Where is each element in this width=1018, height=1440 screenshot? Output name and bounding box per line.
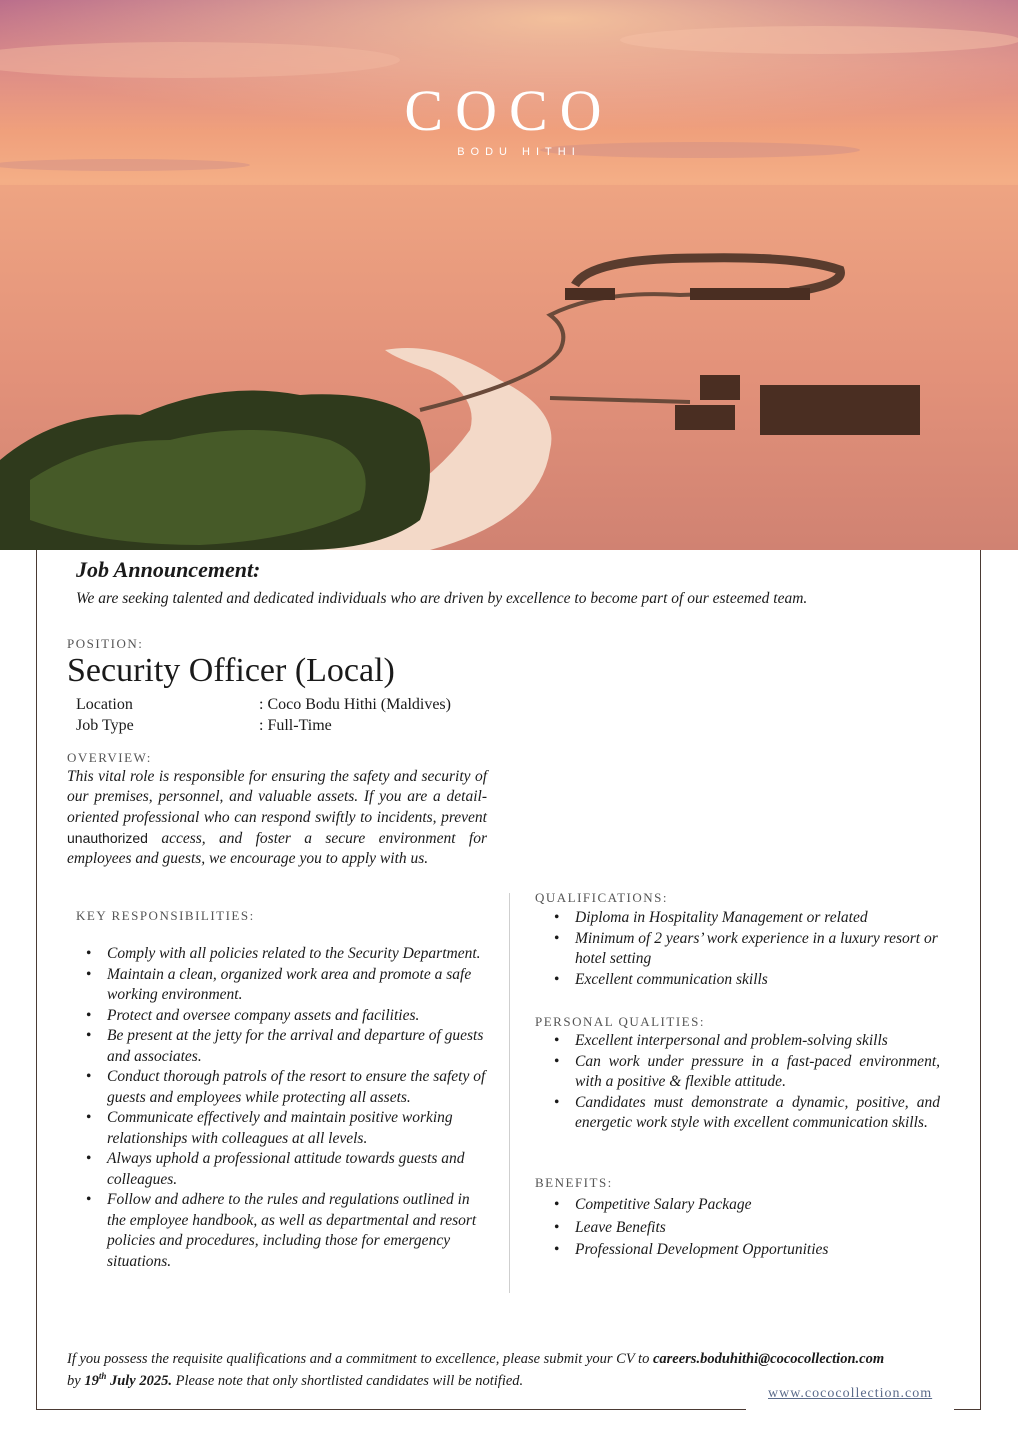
list-item: • Conduct thorough patrols of the resort to ensure the safety of guests and employees while protecting all assets. — [67, 1067, 487, 1108]
list-item: • Always uphold a professional attitude towards guests and colleagues. — [67, 1149, 487, 1190]
list-item: • Communicate effectively and maintain positive working relationships with colleagues at all levels. — [67, 1108, 487, 1149]
closing-text-part3: Please note that only shortlisted candidates will be notified. — [171, 1372, 524, 1389]
personal-qualities-label: PERSONAL QUALITIES: — [535, 1014, 705, 1029]
page-heading: Job Announcement: — [76, 557, 261, 582]
responsibilities-label: KEY RESPONSIBILITIES: — [76, 908, 255, 923]
jobtype-value: : Full-Time — [259, 717, 332, 734]
frame-bottom-right — [954, 1409, 981, 1410]
responsibilities-list — [67, 944, 487, 1272]
list-item: • Excellent interpersonal and problem-solving skills — [535, 1031, 940, 1052]
website-link[interactable]: www.cococollection.com — [768, 1386, 933, 1401]
list-item: • Leave Benefits — [535, 1218, 945, 1239]
position-label: POSITION: — [67, 636, 144, 651]
overview-text — [67, 767, 487, 869]
qualifications-list — [535, 908, 945, 990]
benefits-label: BENEFITS: — [535, 1175, 613, 1190]
closing-text-part2: by — [67, 1372, 85, 1389]
list-item: • Maintain a clean, organized work area and promote a safe working environment. — [67, 965, 487, 1006]
frame-bottom-left — [36, 1409, 746, 1410]
location-value: : Coco Bodu Hithi (Maldives) — [259, 696, 451, 713]
location-label: Location — [76, 696, 133, 713]
overview-label: OVERVIEW: — [67, 750, 152, 765]
intro-text: We are seeking talented and dedicated individuals who are driven by excellence to become part of our esteemed team. — [76, 590, 808, 607]
list-item: • Minimum of 2 years’ work experience in a luxury resort or hotel setting — [535, 929, 945, 970]
overview-text-part1: This vital role is responsible for ensuring the safety and security of our premises, personnel, and valuable assets. If you are a detail-oriented professional who can respond swiftly to incidents, prevent — [67, 768, 487, 826]
overview-highlight: unauthorized — [67, 829, 148, 846]
list-item: • Comply with all policies related to the Security Department. — [67, 944, 487, 965]
closing-text — [67, 1351, 947, 1390]
list-item: • Protect and oversee company assets and facilities. — [67, 1006, 487, 1027]
list-item: • Follow and adhere to the rules and regulations outlined in the employee handbook, as well as departmental and resort policies and procedures, including those for emergency situations. — [67, 1190, 487, 1272]
benefits-list — [535, 1195, 945, 1261]
deadline-suffix: th — [98, 1371, 107, 1381]
brand-logo: COCO — [404, 78, 614, 143]
deadline-day: 19 — [84, 1372, 99, 1389]
qualifications-label: QUALIFICATIONS: — [535, 890, 668, 905]
deadline — [84, 1373, 172, 1389]
column-divider — [509, 893, 510, 1293]
brand-logo-subtitle: BODU HITHI — [457, 146, 581, 158]
jobtype-label: Job Type — [76, 717, 134, 734]
list-item: • Competitive Salary Package — [535, 1195, 945, 1216]
list-item: • Professional Development Opportunities — [535, 1240, 945, 1261]
overview-text-part2: access, and foster a secure environment for employees and guests, we encourage you to apply with us. — [67, 829, 487, 868]
closing-text-part1: If you possess the requisite qualifications and a commitment to excellence, please submit your CV to — [67, 1351, 653, 1367]
frame-right — [980, 550, 981, 1410]
list-item: • Can work under pressure in a fast-paced environment, with a positive & flexible attitude. — [535, 1052, 940, 1093]
email-link[interactable]: careers.boduhithi@cococollection.com — [652, 1351, 885, 1367]
list-item: • Diploma in Hospitality Management or related — [535, 908, 945, 929]
personal-qualities-list — [535, 1031, 940, 1134]
frame-left — [36, 550, 37, 1410]
list-item: • Be present at the jetty for the arrival and departure of guests and associates. — [67, 1026, 487, 1067]
list-item: • Candidates must demonstrate a dynamic, positive, and energetic work style with excellent communication skills. — [535, 1093, 940, 1134]
position-title: Security Officer (Local) — [67, 652, 395, 689]
hero-photo — [0, 0, 1018, 550]
deadline-month-year: July 2025. — [106, 1372, 172, 1389]
list-item: • Excellent communication skills — [535, 970, 945, 991]
